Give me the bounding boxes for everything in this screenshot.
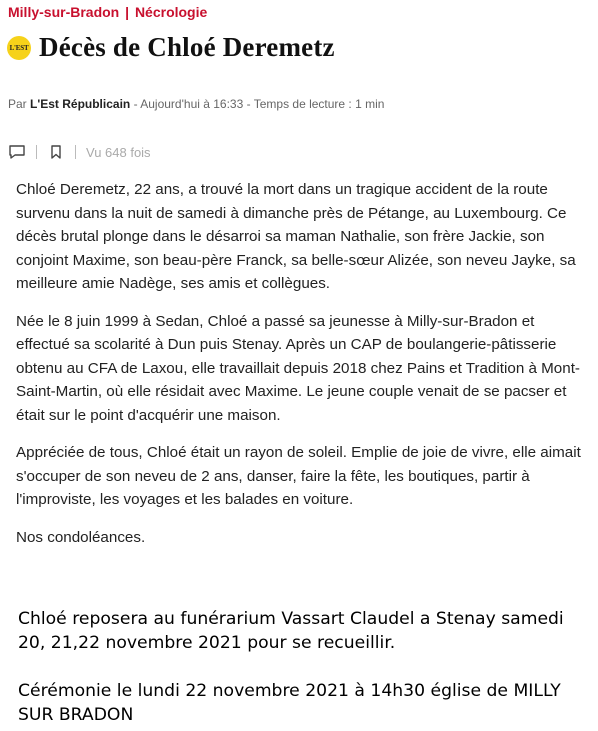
comment-icon[interactable] [8, 144, 26, 160]
byline [8, 97, 384, 111]
article-body [16, 178, 581, 563]
byline-author[interactable]: L'Est Républicain [30, 97, 131, 111]
addendum-ceremony: Cérémonie le lundi 22 novembre 2021 à 14h30 église de MILLY SUR BRADON [18, 681, 561, 725]
kicker-section-link[interactable]: Nécrologie [134, 4, 208, 20]
byline-prefix: Par [8, 97, 27, 111]
logo-text: L'EST [9, 43, 29, 52]
est-republicain-logo [7, 36, 31, 60]
article-paragraph: Chloé Deremetz, 22 ans, a trouvé la mort dans un tragique accident de la route survenu dans la nuit de samedi à dimanche près de Pétange, au Luxembourg. Ce décès brutal plonge dans le désarroi sa maman Nathalie, son frère Jackie, son conjoint Maxime, son beau-père Franck, sa belle-sœur Alizée, son neveu Jayke, sa meilleure amie Nadège, ses amis et collègues. [16, 181, 576, 292]
article-headline: Décès de Chloé Deremetz [39, 32, 335, 62]
kicker [8, 4, 207, 20]
byline-meta: - Aujourd'hui à 16:33 - Temps de lecture : 1 min [130, 97, 385, 111]
kicker-separator: | [125, 4, 130, 20]
toolbar-divider [75, 145, 76, 159]
article-paragraph: Nos condoléances. [16, 528, 146, 546]
article-toolbar [8, 143, 151, 161]
title-row [7, 32, 335, 63]
bookmark-icon[interactable] [47, 144, 65, 160]
article-paragraph: Née le 8 juin 1999 à Sedan, Chloé a passé sa jeunesse à Milly-sur-Bradon et effectué sa scolarité à Dun puis Stenay. Après un CAP de boulangerie-pâtisserie obtenu au CFA de Laxou, elle travaillait depuis 2018 chez Pains et Tradition à Mont-Saint-Martin, où elle résidait avec Maxime. Le jeune couple venait de se pacser et était sur le point d'acquérir une maison. [16, 312, 580, 424]
article-paragraph: Appréciée de tous, Chloé était un rayon de soleil. Emplie de joie de vivre, elle aimait s'occuper de son neveu de 2 ans, danser, faire la fête, les boutiques, partir à l'improviste, les voyages et les balades en voiture. [16, 444, 581, 508]
addendum-funerarium: Chloé reposera au funérarium Vassart Claudel a Stenay samedi 20, 21,22 novembre 2021 pour se recueillir. [18, 609, 564, 653]
view-count: Vu 648 fois [86, 144, 151, 160]
kicker-location-link[interactable]: Milly-sur-Bradon [8, 4, 120, 20]
toolbar-divider [36, 145, 37, 159]
